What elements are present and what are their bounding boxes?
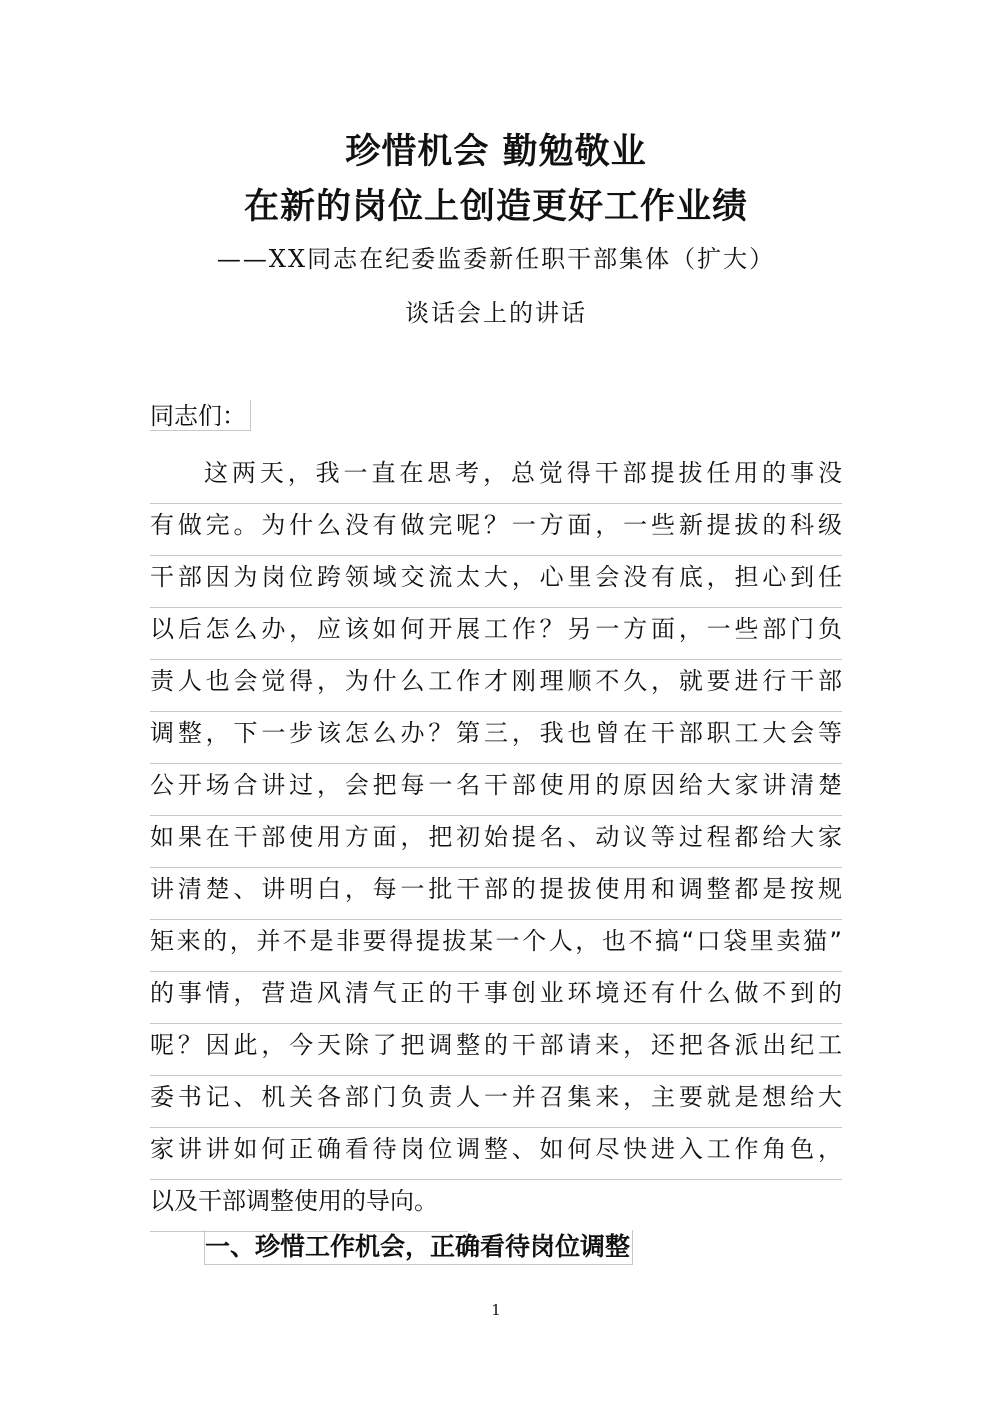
body-line: 责人也会觉得，为什么工作才刚理顺不久，就要进行干部 bbox=[150, 660, 842, 712]
salutation: 同志们： bbox=[150, 400, 251, 431]
body-line: 干部因为岗位跨领域交流太大，心里会没有底，担心到任 bbox=[150, 556, 842, 608]
body-line: 矩来的，并不是非要得提拔某一个人，也不搞“口袋里卖猫” bbox=[150, 920, 842, 972]
document-subtitle-line-2: 谈话会上的讲话 bbox=[405, 299, 587, 327]
body-line: 以后怎么办，应该如何开展工作？另一方面，一些部门负 bbox=[150, 608, 842, 660]
body-line: 如果在干部使用方面，把初始提名、动议等过程都给大家 bbox=[150, 816, 842, 868]
body-paragraph bbox=[150, 452, 842, 1232]
body-line: 讲清楚、讲明白，每一批干部的提拔使用和调整都是按规 bbox=[150, 868, 842, 920]
document-title-line-2: 在新的岗位上创造更好工作业绩 bbox=[243, 186, 748, 227]
body-line: 委书记、机关各部门负责人一并召集来，主要就是想给大 bbox=[150, 1076, 842, 1128]
document-subtitle-line-1: ——XX同志在纪委监委新任职干部集体（扩大） bbox=[216, 245, 776, 273]
body-line: 公开场合讲过，会把每一名干部使用的原因给大家讲清楚 bbox=[150, 764, 842, 816]
body-line: 以及干部调整使用的导向。 bbox=[150, 1180, 468, 1232]
body-line: 调整，下一步该怎么办？第三，我也曾在干部职工大会等 bbox=[150, 712, 842, 764]
section-heading: 一、珍惜工作机会，正确看待岗位调整 bbox=[204, 1230, 633, 1265]
body-line: 呢？因此，今天除了把调整的干部请来，还把各派出纪工 bbox=[150, 1024, 842, 1076]
page-number: 1 bbox=[491, 1301, 501, 1319]
body-line: 这两天，我一直在思考，总觉得干部提拔任用的事没 bbox=[150, 452, 842, 504]
body-line: 的事情，营造风清气正的干事创业环境还有什么做不到的 bbox=[150, 972, 842, 1024]
body-line: 有做完。为什么没有做完呢？一方面，一些新提拔的科级 bbox=[150, 504, 842, 556]
document-title-line-1: 珍惜机会 勤勉敬业 bbox=[345, 131, 647, 172]
body-line: 家讲讲如何正确看待岗位调整、如何尽快进入工作角色， bbox=[150, 1128, 842, 1180]
